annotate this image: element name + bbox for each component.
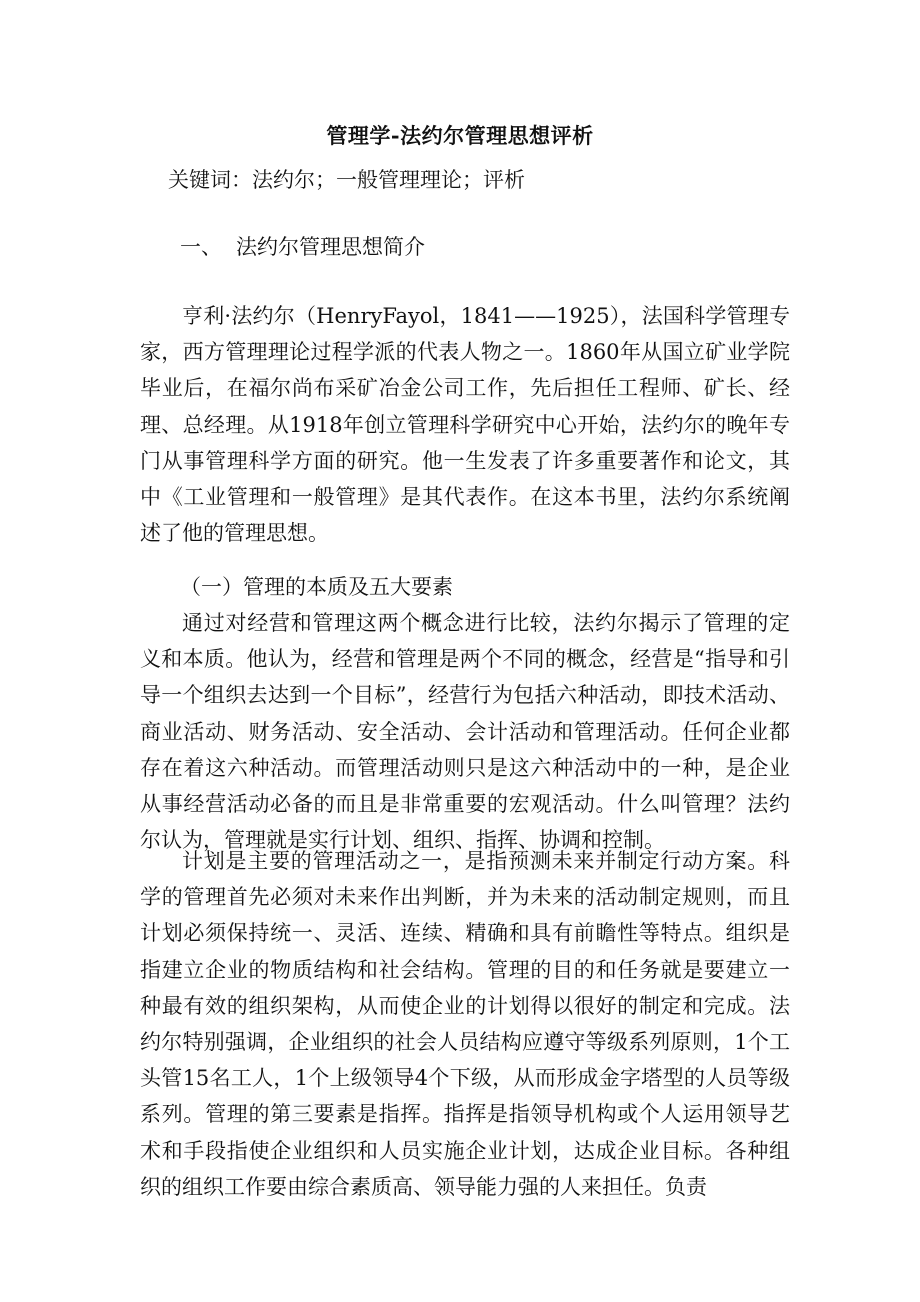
subsection-heading: （一）管理的本质及五大要素 [180, 575, 453, 599]
keywords-line: 关键词：法约尔；一般管理理论；评析 [168, 168, 525, 192]
paragraph-management-essence: 通过对经营和管理这两个概念进行比较，法约尔揭示了管理的定义和本质。他认为，经营和管理是两个不同的概念，经营是“指导和引导一个组织去达到一个目标”，经营行为包括六种活动，即技术活动、商业活动、财务活动、安全活动、会计活动和管理活动。任何企业都存在着这六种活动。而管理活动则只是这六种活动中的一种，是企业从事经营活动必备的而且是非常重要的宏观活动。什么叫管理？法约尔认为，管理就是实行计划、组织、指挥、协调和控制。 [140, 611, 790, 853]
document-title: 管理学-法约尔管理思想评析 [326, 123, 594, 148]
section-title: 法约尔管理思想简介 [236, 235, 425, 259]
paragraph-intro: 亨利·法约尔（HenryFayol，1841——1925），法国科学管理专家，西方管理理论过程学派的代表人物之一。1860年从国立矿业学院毕业后，在福尔尚布采矿冶金公司工作，先后担任工程师、矿长、经理、总经理。从1918年创立管理科学研究中心开始，法约尔的晚年专门从事管理科学方面的研究。他一生发表了许多重要著作和论文，其中《工业管理和一般管理》是其代表作。在这本书里，法约尔系统阐述了他的管理思想。 [140, 304, 790, 546]
paragraph-planning-organizing: 计划是主要的管理活动之一，是指预测未来并制定行动方案。科学的管理首先必须对未来作出判断，并为未来的活动制定规则，而且计划必须保持统一、灵活、连续、精确和具有前瞻性等特点。组织是指建立企业的物质结构和社会结构。管理的目的和任务就是要建立一种最有效的组织架构，从而使企业的计划得以很好的制定和完成。法约尔特别强调，企业组织的社会人员结构应遵守等级系列原则，1个工头管15名工人，1个上级领导4个下级，从而形成金字塔型的人员等级系列。管理的第三要素是指挥。指挥是指领导机构或个人运用领导艺术和手段指使企业组织和人员实施企业计划，达成企业目标。各种组织的组织工作要由综合素质高、领导能力强的人来担任。负责 [140, 849, 790, 1199]
section-number: 一、 [180, 235, 222, 259]
section-heading [180, 232, 425, 262]
